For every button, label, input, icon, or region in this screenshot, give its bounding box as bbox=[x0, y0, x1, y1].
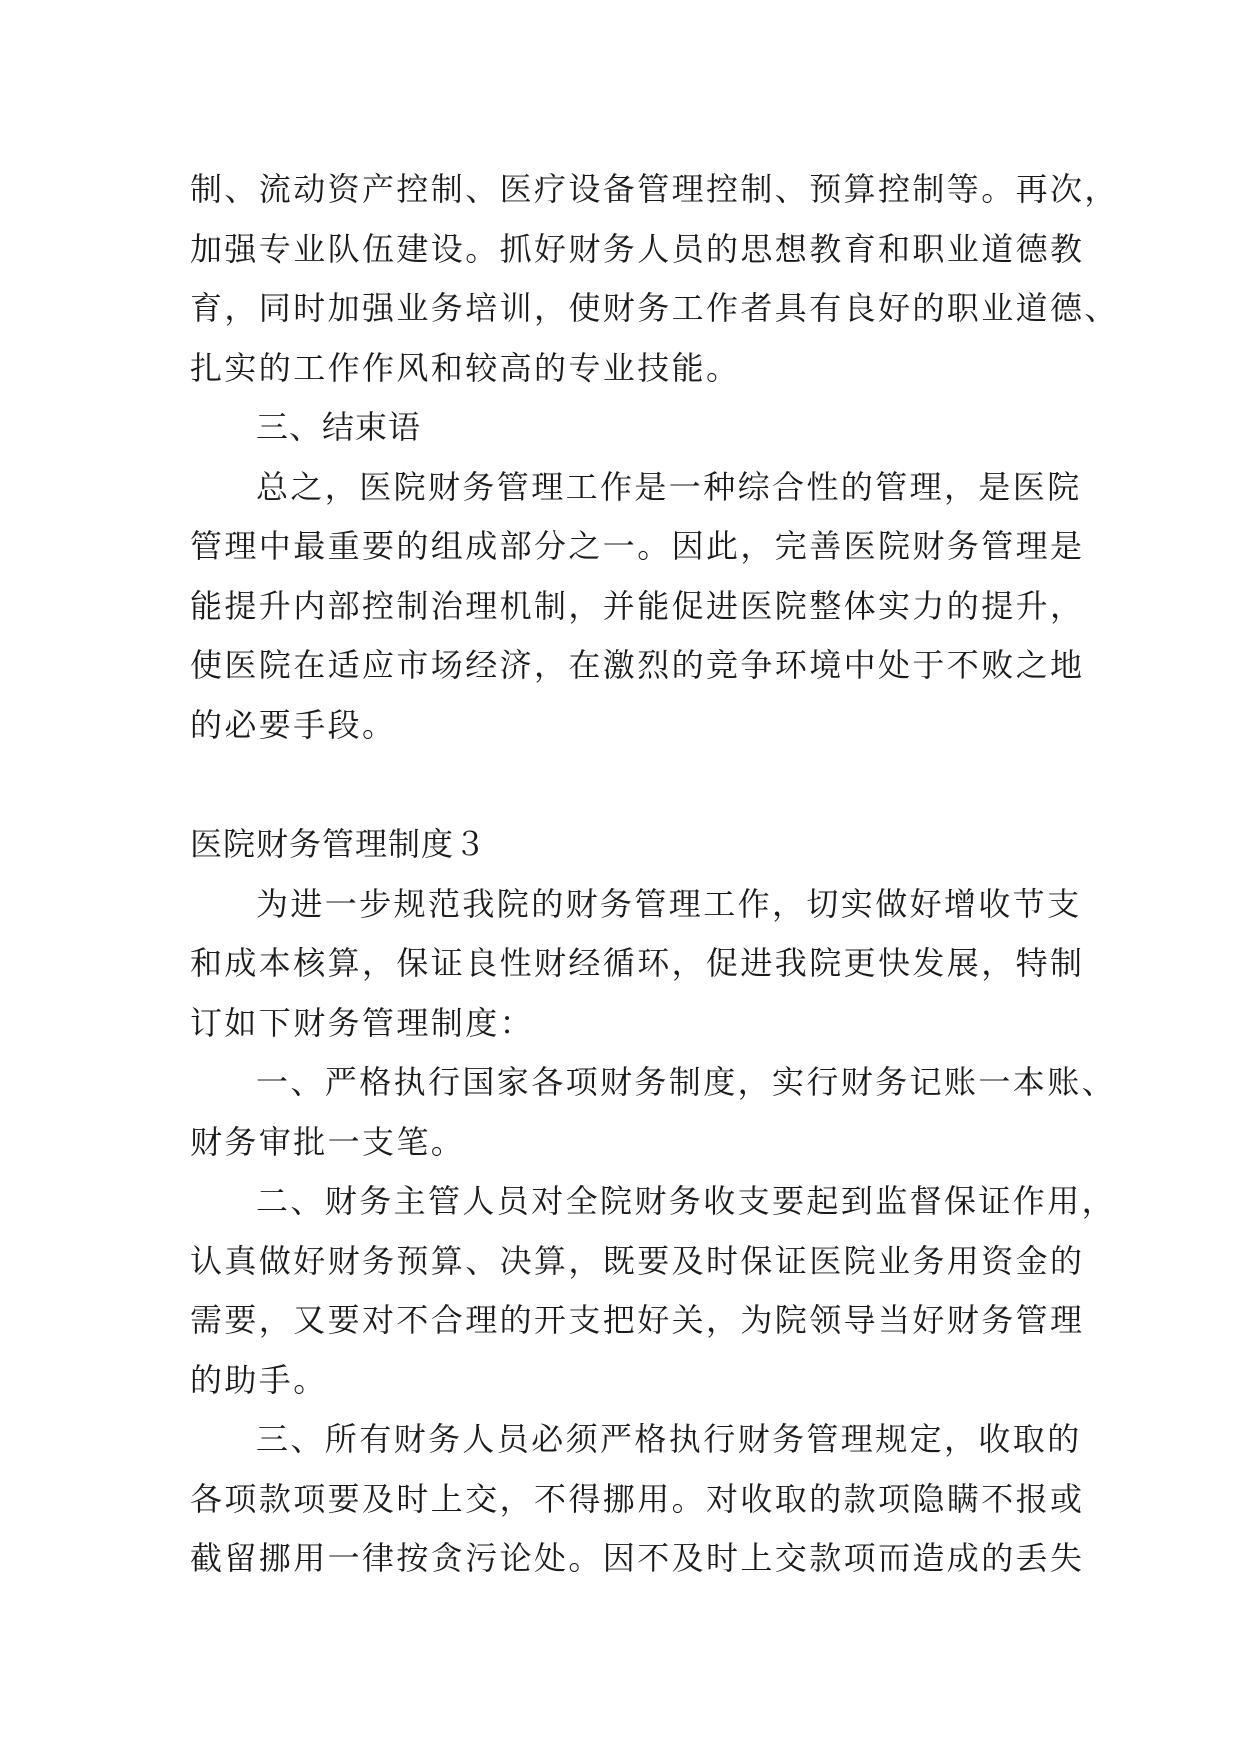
document-title: 医院财务管理制度３ bbox=[190, 825, 488, 863]
paragraph-line: 财务审批一支笔。 bbox=[190, 1122, 466, 1161]
paragraph-line: 的助手。 bbox=[190, 1360, 328, 1399]
paragraph-line: 三、所有财务人员必须严格执行财务管理规定，收取的 bbox=[256, 1420, 1082, 1458]
paragraph-line: 总之，医院财务管理工作是一种综合性的管理，是医院 bbox=[256, 467, 1082, 506]
paragraph-line: 二、财务主管人员对全院财务收支要起到监督保证作用， bbox=[256, 1182, 1117, 1220]
paragraph-line: 能提升内部控制治理机制，并能促进医院整体实力的提升， bbox=[190, 586, 1085, 625]
section-heading: 三、结束语 bbox=[256, 408, 422, 446]
paragraph-line: 为进一步规范我院的财务管理工作，切实做好增收节支 bbox=[256, 884, 1082, 923]
paragraph-line: 制、流动资产控制、医疗设备管理控制、预算控制等。再次， bbox=[190, 170, 1119, 208]
paragraph-line: 育，同时加强业务培训，使财务工作者具有良好的职业道德、 bbox=[190, 289, 1119, 327]
section-gap bbox=[190, 755, 1070, 815]
paragraph-line: 认真做好财务预算、决算，既要及时保证医院业务用资金的 bbox=[190, 1241, 1085, 1280]
paragraph-line: 需要，又要对不合理的开支把好关，为院领导当好财务管理 bbox=[190, 1301, 1085, 1339]
document-body bbox=[190, 160, 1119, 1589]
paragraph-line: 各项款项要及时上交，不得挪用。对收取的款项隐瞒不报或 bbox=[190, 1479, 1085, 1518]
paragraph-line: 管理中最重要的组成部分之一。因此，完善医院财务管理是 bbox=[190, 527, 1085, 565]
paragraph-line: 订如下财务管理制度： bbox=[190, 1003, 535, 1042]
paragraph-line: 的必要手段。 bbox=[190, 705, 397, 744]
paragraph-line: 加强专业队伍建设。抓好财务人员的思想教育和职业道德教 bbox=[190, 229, 1085, 268]
paragraph-line: 扎实的工作作风和较高的专业技能。 bbox=[190, 348, 741, 387]
paragraph-line: 使医院在适应市场经济，在激烈的竞争环境中处于不败之地 bbox=[190, 646, 1085, 684]
paragraph-line: 一、严格执行国家各项财务制度，实行财务记账一本账、 bbox=[256, 1063, 1117, 1101]
paragraph-line: 和成本核算，保证良性财经循环，促进我院更快发展，特制 bbox=[190, 944, 1085, 982]
paragraph-line: 截留挪用一律按贪污论处。因不及时上交款项而造成的丢失 bbox=[190, 1539, 1085, 1577]
